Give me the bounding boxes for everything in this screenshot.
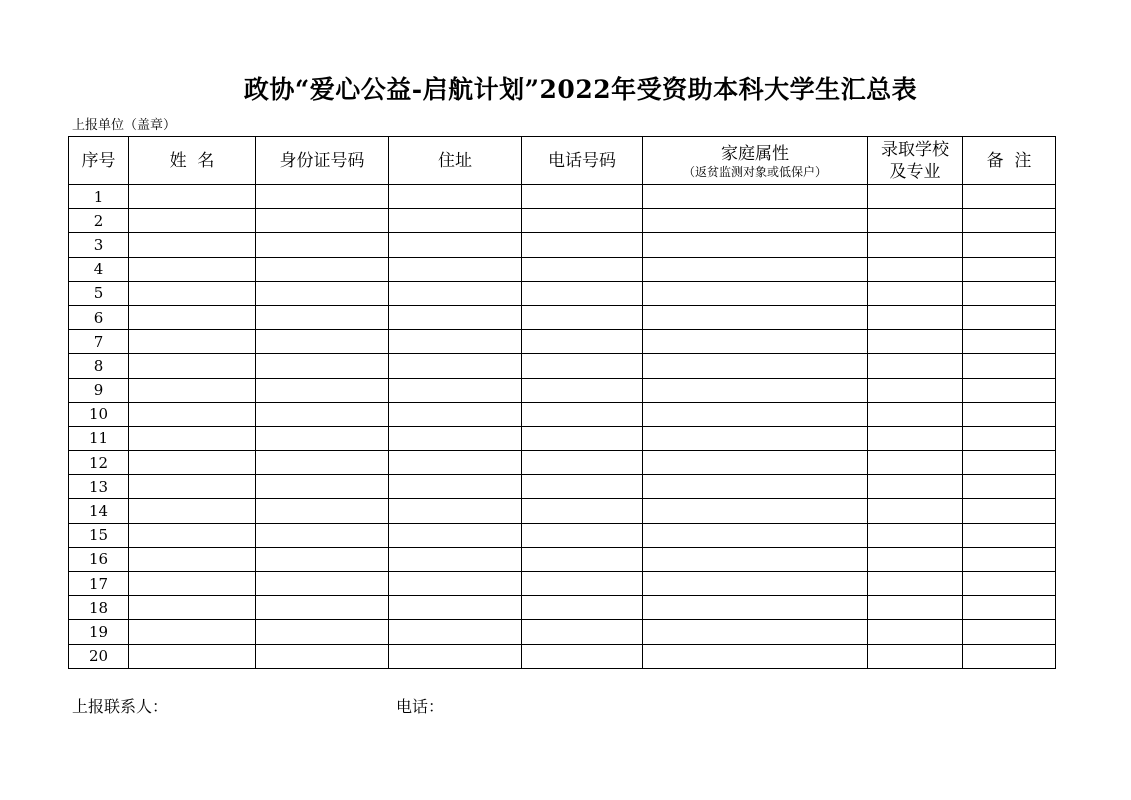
address-cell[interactable] [389,572,522,596]
school-major-cell[interactable] [868,185,963,209]
header-phone: 电话号码 [522,137,643,185]
id-number-cell[interactable] [256,305,389,329]
school-major-cell[interactable] [868,257,963,281]
phone-cell[interactable] [522,185,643,209]
phone-cell[interactable] [522,378,643,402]
header-family-subtitle: （返贫监测对象或低保户） [682,164,827,179]
family-attribute-cell[interactable] [643,402,868,426]
seq-cell: 5 [69,281,129,305]
footer-contact-label: 上报联系人： [72,697,169,716]
seq-cell: 8 [69,354,129,378]
header-seq: 序号 [69,137,129,185]
remarks-cell[interactable] [963,523,1056,547]
id-number-cell[interactable] [256,523,389,547]
family-attribute-cell[interactable] [643,233,868,257]
address-cell[interactable] [389,451,522,475]
address-cell[interactable] [389,402,522,426]
remarks-cell[interactable] [963,209,1056,233]
seq-cell: 13 [69,475,129,499]
family-attribute-cell[interactable] [643,354,868,378]
address-cell[interactable] [389,475,522,499]
page-title: 政协“爱心公益-启航计划”2022年受资助本科大学生汇总表 [243,75,918,104]
table-header-row [69,137,1056,185]
phone-cell[interactable] [522,620,643,644]
table-row [69,644,1056,668]
table-row [69,330,1056,354]
school-major-cell[interactable] [868,475,963,499]
header-remarks [963,137,1056,185]
family-attribute-cell[interactable] [643,426,868,450]
remarks-cell[interactable] [963,620,1056,644]
seq-cell: 18 [69,596,129,620]
phone-cell[interactable] [522,451,643,475]
address-cell[interactable] [389,257,522,281]
header-remarks-text: 备 注 [986,150,1032,171]
address-cell[interactable] [389,233,522,257]
address-cell[interactable] [389,354,522,378]
id-number-cell[interactable] [256,185,389,209]
address-cell[interactable] [389,523,522,547]
remarks-cell[interactable] [963,499,1056,523]
name-cell[interactable] [129,572,256,596]
remarks-cell[interactable] [963,378,1056,402]
family-attribute-cell[interactable] [643,475,868,499]
school-major-cell[interactable] [868,523,963,547]
name-cell[interactable] [129,475,256,499]
school-major-cell[interactable] [868,426,963,450]
school-major-cell[interactable] [868,233,963,257]
address-cell[interactable] [389,378,522,402]
header-name-text: 姓 名 [169,150,215,171]
id-number-cell[interactable] [256,426,389,450]
seq-cell: 20 [69,644,129,668]
name-cell[interactable] [129,644,256,668]
address-cell[interactable] [389,305,522,329]
address-cell[interactable] [389,426,522,450]
table-row [69,451,1056,475]
address-cell[interactable] [389,185,522,209]
seq-cell: 7 [69,330,129,354]
id-number-cell[interactable] [256,330,389,354]
table-row [69,257,1056,281]
family-attribute-cell[interactable] [643,209,868,233]
reporting-unit-label: 上报单位（盖章） [72,118,177,133]
phone-cell[interactable] [522,644,643,668]
address-cell[interactable] [389,547,522,571]
school-major-cell[interactable] [868,330,963,354]
remarks-cell[interactable] [963,330,1056,354]
family-attribute-cell[interactable] [643,257,868,281]
seq-cell: 14 [69,499,129,523]
family-attribute-cell[interactable] [643,281,868,305]
id-number-cell[interactable] [256,596,389,620]
footer-phone-label: 电话： [396,697,445,716]
id-number-cell[interactable] [256,499,389,523]
family-attribute-cell[interactable] [643,547,868,571]
seq-cell: 9 [69,378,129,402]
school-major-cell[interactable] [868,499,963,523]
name-cell[interactable] [129,596,256,620]
school-major-cell[interactable] [868,547,963,571]
school-major-cell[interactable] [868,305,963,329]
table-body [69,185,1056,669]
address-cell[interactable] [389,209,522,233]
table-row [69,402,1056,426]
id-number-cell[interactable] [256,620,389,644]
name-cell[interactable] [129,305,256,329]
seq-cell: 2 [69,209,129,233]
phone-cell[interactable] [522,402,643,426]
id-number-cell[interactable] [256,547,389,571]
seq-cell: 3 [69,233,129,257]
seq-cell: 4 [69,257,129,281]
family-attribute-cell[interactable] [643,305,868,329]
school-major-cell[interactable] [868,378,963,402]
phone-cell[interactable] [522,475,643,499]
family-attribute-cell[interactable] [643,620,868,644]
header-school-line1: 录取学校 [881,139,949,160]
name-cell[interactable] [129,330,256,354]
remarks-cell[interactable] [963,281,1056,305]
name-cell[interactable] [129,499,256,523]
table-row [69,305,1056,329]
table-row [69,475,1056,499]
phone-cell[interactable] [522,209,643,233]
remarks-cell[interactable] [963,426,1056,450]
header-school-major [868,137,963,185]
phone-cell[interactable] [522,330,643,354]
school-major-cell[interactable] [868,572,963,596]
seq-cell: 1 [69,185,129,209]
name-cell[interactable] [129,547,256,571]
school-major-cell[interactable] [868,620,963,644]
table-row [69,209,1056,233]
header-family-attribute [643,137,868,185]
id-number-cell[interactable] [256,572,389,596]
header-family-title: 家庭属性 [721,143,789,164]
id-number-cell[interactable] [256,281,389,305]
table-row [69,596,1056,620]
remarks-cell[interactable] [963,451,1056,475]
remarks-cell[interactable] [963,596,1056,620]
table-row [69,547,1056,571]
phone-cell[interactable] [522,547,643,571]
name-cell[interactable] [129,185,256,209]
address-cell[interactable] [389,620,522,644]
table-row [69,378,1056,402]
school-major-cell[interactable] [868,402,963,426]
table-row [69,426,1056,450]
remarks-cell[interactable] [963,475,1056,499]
school-major-cell[interactable] [868,596,963,620]
phone-cell[interactable] [522,354,643,378]
phone-cell[interactable] [522,257,643,281]
school-major-cell[interactable] [868,451,963,475]
summary-table [68,136,1056,669]
school-major-cell[interactable] [868,354,963,378]
seq-cell: 11 [69,426,129,450]
address-cell[interactable] [389,644,522,668]
family-attribute-cell[interactable] [643,185,868,209]
school-major-cell[interactable] [868,209,963,233]
phone-cell[interactable] [522,305,643,329]
id-number-cell[interactable] [256,451,389,475]
family-attribute-cell[interactable] [643,572,868,596]
seq-cell: 6 [69,305,129,329]
phone-cell[interactable] [522,596,643,620]
address-cell[interactable] [389,596,522,620]
name-cell[interactable] [129,523,256,547]
school-major-cell[interactable] [868,644,963,668]
remarks-cell[interactable] [963,547,1056,571]
remarks-cell[interactable] [963,644,1056,668]
table-row [69,572,1056,596]
remarks-cell[interactable] [963,185,1056,209]
name-cell[interactable] [129,233,256,257]
table-row [69,499,1056,523]
table-row [69,185,1056,209]
table-row [69,620,1056,644]
id-number-cell[interactable] [256,233,389,257]
family-attribute-cell[interactable] [643,378,868,402]
seq-cell: 12 [69,451,129,475]
remarks-cell[interactable] [963,354,1056,378]
header-id-number: 身份证号码 [256,137,389,185]
name-cell[interactable] [129,354,256,378]
remarks-cell[interactable] [963,305,1056,329]
seq-cell: 10 [69,402,129,426]
family-attribute-cell[interactable] [643,596,868,620]
header-school-line2: 及专业 [889,161,941,182]
id-number-cell[interactable] [256,257,389,281]
address-cell[interactable] [389,499,522,523]
family-attribute-cell[interactable] [643,451,868,475]
family-attribute-cell[interactable] [643,499,868,523]
phone-cell[interactable] [522,281,643,305]
table-row [69,354,1056,378]
name-cell[interactable] [129,281,256,305]
id-number-cell[interactable] [256,378,389,402]
seq-cell: 15 [69,523,129,547]
school-major-cell[interactable] [868,281,963,305]
phone-cell[interactable] [522,523,643,547]
phone-cell[interactable] [522,426,643,450]
name-cell[interactable] [129,257,256,281]
family-attribute-cell[interactable] [643,644,868,668]
family-attribute-cell[interactable] [643,330,868,354]
family-attribute-cell[interactable] [643,523,868,547]
name-cell[interactable] [129,620,256,644]
id-number-cell[interactable] [256,644,389,668]
id-number-cell[interactable] [256,209,389,233]
name-cell[interactable] [129,209,256,233]
phone-cell[interactable] [522,499,643,523]
table-row [69,281,1056,305]
header-name [129,137,256,185]
remarks-cell[interactable] [963,257,1056,281]
phone-cell[interactable] [522,572,643,596]
remarks-cell[interactable] [963,402,1056,426]
name-cell[interactable] [129,378,256,402]
id-number-cell[interactable] [256,354,389,378]
header-address: 住址 [389,137,522,185]
table-row [69,523,1056,547]
id-number-cell[interactable] [256,475,389,499]
address-cell[interactable] [389,281,522,305]
phone-cell[interactable] [522,233,643,257]
table-row [69,233,1056,257]
seq-cell: 19 [69,620,129,644]
seq-cell: 16 [69,547,129,571]
id-number-cell[interactable] [256,402,389,426]
name-cell[interactable] [129,451,256,475]
address-cell[interactable] [389,330,522,354]
seq-cell: 17 [69,572,129,596]
remarks-cell[interactable] [963,572,1056,596]
name-cell[interactable] [129,402,256,426]
name-cell[interactable] [129,426,256,450]
remarks-cell[interactable] [963,233,1056,257]
